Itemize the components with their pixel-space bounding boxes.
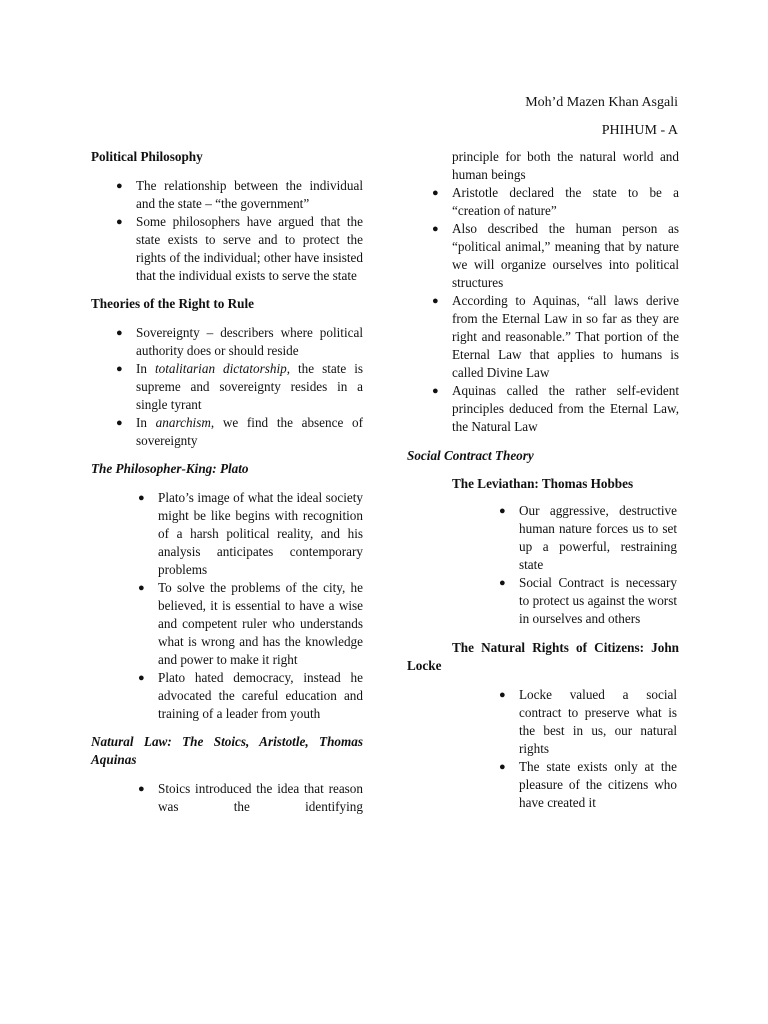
heading-leviathan-hobbes: The Leviathan: Thomas Hobbes [452,476,634,491]
bullet-icon: ● [138,672,145,684]
bullet-icon: ● [138,783,145,795]
bullet-icon: ● [499,689,506,701]
list-item: ● Our aggressive, destructive human nature forces us to set up a powerful, restraining state [499,503,677,572]
author-name: Moh’d Mazen Khan Asgali [525,95,678,110]
list-item: ● In totalitarian dictatorship, the state is supreme and sovereignty resides in a single tyrant [116,361,363,412]
emphasis-term: anarchism [155,415,211,430]
bullet-icon: ● [499,577,506,589]
list-item: ● According to Aquinas, “all laws derive from the Eternal Law in so far as they are right and reasonable.” That portion of the Eternal Law that applies to humans is called Divine Law [432,293,679,380]
theories-list [91,324,363,450]
left-column [91,148,363,816]
natural-law-continued-list [407,148,679,436]
heading-natural-rights-locke: The Natural Rights of Citizens: John Locke [407,640,679,673]
heading-political-philosophy: Political Philosophy [91,149,203,164]
bullet-icon: ● [116,327,123,339]
bullet-icon: ● [116,417,123,429]
locke-list [407,686,679,812]
emphasis-term: totalitarian dictatorship [154,361,287,376]
right-column [407,148,679,812]
bullet-icon: ● [116,216,123,228]
bullet-icon: ● [116,180,123,192]
heading-natural-law: Natural Law: The Stoics, Aristotle, Thomas Aquinas [91,734,363,767]
bullet-icon: ● [499,761,506,773]
plato-list [91,489,363,723]
list-item: ● Sovereignty – describers where political authority does or should reside [116,325,363,358]
list-item: ● Aquinas called the rather self-evident principles deduced from the Eternal Law, the Natural Law [432,383,679,434]
bullet-icon: ● [116,363,123,375]
list-item: ● Some philosophers have argued that the state exists to serve and to protect the rights of the individual; other have insisted that the individual exists to serve the state [116,214,363,283]
bullet-icon: ● [432,187,439,199]
list-item: ● Also described the human person as “political animal,” meaning that by nature we will organize ourselves into political structures [432,221,679,290]
list-item: ● Social Contract is necessary to protect us against the worst in ourselves and others [499,575,677,626]
list-item: ● Plato hated democracy, instead he advocated the careful education and training of a leader from youth [138,670,363,721]
list-item: ● The relationship between the individual and the state – “the government” [116,178,363,211]
list-item: ● In anarchism, we find the absence of sovereignty [116,415,363,448]
section-code: PHIHUM - A [601,123,678,138]
natural-law-list [91,780,363,816]
list-item: ● Stoics introduced the idea that reason was the identifying [138,781,363,814]
heading-philosopher-king: The Philosopher-King: Plato [91,461,249,476]
bullet-icon: ● [138,492,145,504]
bullet-icon: ● [499,505,506,517]
hobbes-list [407,502,679,628]
heading-theories-right-to-rule: Theories of the Right to Rule [91,296,254,311]
bullet-icon: ● [138,582,145,594]
list-item-continued: principle for both the natural world and human beings [452,149,679,182]
list-item: ● The state exists only at the pleasure of the citizens who have created it [499,759,677,810]
list-item: ● Plato’s image of what the ideal society might be like begins with recognition of a harsh political reality, and his analysis anticipates contemporary problems [138,490,363,577]
heading-social-contract: Social Contract Theory [407,448,534,463]
list-item: ● Aristotle declared the state to be a “creation of nature” [432,185,679,218]
list-item: ● Locke valued a social contract to preserve what is the best in us, our natural rights [499,687,677,756]
bullet-icon: ● [432,295,439,307]
bullet-icon: ● [432,385,439,397]
bullet-icon: ● [432,223,439,235]
political-philosophy-list [91,177,363,285]
list-item: ● To solve the problems of the city, he believed, it is essential to have a wise and competent ruler who understands what is wrong and has the knowledge and power to make it right [138,580,363,667]
